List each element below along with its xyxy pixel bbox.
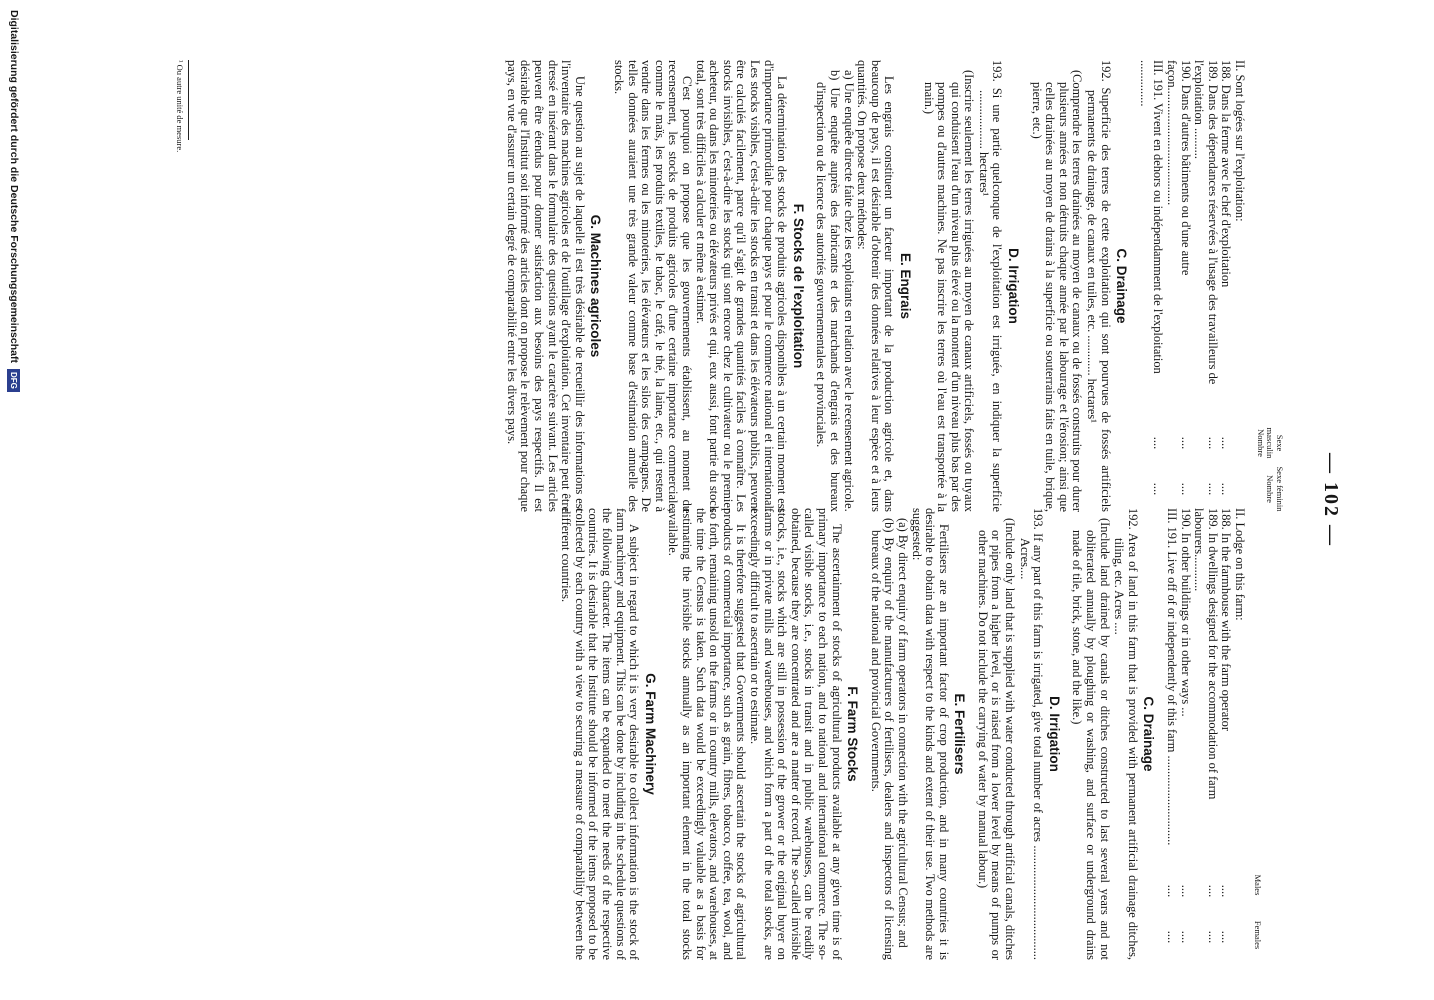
paragraph: It is therefore suggested that Governments should ascertain the stocks of agricultural products of commercial importance, such as grain, fibres, tobacco, coffee, tea, wool, and so forth, remaining unsold on the farms or in country mills, elevators, and warehouses, at the time the Census is taken. Such data would be exceedingly valuable as a basis for estimating the invisible stocks annually as an important element in the total stocks available. — [666, 508, 749, 960]
digitization-credit — [3, 0, 25, 1000]
table-row: III. 191. Vivent en dehors ou indépendamment de l'exploitation ............... .... .... — [1137, 60, 1166, 496]
footnote: ¹ Ou autre unité de mesure. — [175, 60, 189, 140]
english-table-header — [1246, 508, 1284, 960]
table-row: 189. In dwellings designed for the accommodation of farm labourers............ .... .... — [1192, 508, 1220, 944]
section-title-machinery: G. Machines agricoles — [588, 214, 604, 358]
question-193: 193. Si une partie quelconque de l'exploitation est irriguée, en indiquer la superficie ................... hectares¹ — [976, 60, 1005, 512]
table-row: 188. In the farmhouse with the farm operator .... .... — [1219, 508, 1234, 944]
paragraph: Les engrais constituent un facteur important de la production agricole et, dans beaucoup de pays, il est désirable d'obtenir des données relatives à leur espèce et à leurs quantités. On propose deux méthodes: — [855, 60, 897, 512]
table-row: 188. Dans la ferme avec le chef d'exploitation .... .... — [1219, 60, 1234, 496]
paragraph: La détermination des stocks de produits agricoles disponibles à un certain moment est d'importance primordiale pour chaque pays et pour le commerce national et international. Les stocks visibles, c'est-à-dire les stocks en transit et dans les élévateurs publics, peuvent être calculés facilement, parce qu'il s'agit de grandes quantités faciles à connaître. Les stocks invisibles, c'est-à-dire les stocks qui sont encore chez le cultivateur ou le premier acheteur, ou dans les minoteries ou élévateurs privés et qui, eux aussi, font partie du stock total, sont très difficiles à calculer et même à estimer. — [693, 60, 790, 512]
credit-text: Digitalisierung gefördert durch die Deutsche Forschungsgemeinschaft — [8, 10, 20, 363]
french-column — [504, 60, 1284, 512]
dfg-logo: DFG — [8, 369, 21, 392]
section-title-fertilisers: E. Engrais — [897, 252, 913, 320]
page-number: — 102 — — [1320, 453, 1342, 547]
table-row: II. Sont logées sur l'exploitation: — [1233, 60, 1247, 222]
paragraph: Fertilisers are an important factor of crop production, and in many countries it is desirable to obtain data with respect to the kinds and extent of their use. Two methods are suggested: — [909, 508, 951, 960]
section-title-stocks: F. Stocks de l'exploitation — [790, 203, 806, 369]
english-rows — [1164, 508, 1246, 960]
header-female: Sexe féminin Nombre — [1265, 466, 1285, 512]
section-title-drainage: C. Drainage — [1141, 696, 1157, 772]
paragraph: The ascertainment of stocks of agricultural products available at any given time is of primary importance to each nation, and to national and international commerce. The so-called visible stocks, i.e., stocks in transit and in public warehouses, can be readily obtained, because they are concentrated and are a matter of record. The so-called invisible stocks, i.e., stocks which are still in possession of the grower or the original buyer on farms or in private mills and warehouses, and which form a part of the total stocks, are exceedingly difficult to ascertain or to estimate. — [748, 508, 844, 960]
paragraph: A subject in regard to which it is very desirable to collect information is the stock of farm machinery and equipment. This can be done by including in the schedule questions of the following character. The items can be expanded to meet the needs of the respective countries. It is desirable that the Institute should be informed of the items proposed to be collected by each country with a view to securing a measure of comparability between the different countries. — [559, 508, 642, 960]
question-192: 192. Area of land in this farm that is provided with permanent artificial drainage ditches, tiling, etc. Acres .... — [1112, 508, 1140, 960]
header-females: Females — [1253, 920, 1263, 950]
section-title-irrigation: D. Irrigation — [1006, 248, 1022, 324]
paragraph: C'est pourquoi on propose que les gouvernements établissent, au moment du recensement, les stocks de produits agricoles d'une certaine importance commerciale, comme le maïs, les produits textiles, le tabac, le café, le thé, la laine, etc., qui restent à vendre dans les fermes ou les minoteries, les élévateurs et les silos des campagnes. De telles données auraient une très grande valeur comme base d'estimation annuelle des stocks. — [612, 60, 695, 512]
english-column — [559, 508, 1284, 960]
note-193: (Inscrire seulement les terres irriguées au moyen de canaux artificiels, fossés ou tuyaux qui conduisent l'eau d'un niveau plus élevé ou la montent d'un niveau plus bas par des pompes ou d'autres machines. Ne pas inscrire les terres où l'eau est transportée à la main.) — [921, 70, 977, 512]
section-title-stocks: F. Farm Stocks — [845, 686, 861, 782]
table-row: 190. In other buildings or in other ways ... .... .... — [1178, 508, 1193, 944]
header-male: Sexe masculin Nombre — [1256, 427, 1285, 459]
question-193: 193. If any part of this farm is irrigated, give total number of acres ..................................... Acres.... — [1017, 508, 1046, 960]
method-b: (b) By enquiry of the manufacturers of fertilisers, dealers and inspectors of licensing bureaux of the national and provincial Governments. — [868, 518, 897, 960]
section-title-irrigation: D. Irrigation — [1046, 696, 1062, 772]
table-row: II. Lodge on this farm: — [1233, 508, 1247, 621]
paragraph: Une question au sujet de laquelle il est très désirable de recueillir des informations est l'inventaire des machines agricoles et de l'outillage d'exploitation. Cet inventaire peut être dressé en insérant dans le formulaire des questions ayant le caractère suivant. Les articles peuvent être étendus pour donner satisfaction aux besoins des pays respectifs. Il est désirable que l'Institut soit informé des articles dont on propose le relèvement pour chaque pays, en vue d'assurer un certain degré de comparabilité entre les divers pays. — [504, 60, 587, 512]
table-row: III. 191. Live off of or independently of this farm ............................. .... .... — [1165, 508, 1180, 944]
method-a: a) Une enquête directe faite chez les exploitants en relation avec le recensement agricole. — [841, 70, 856, 512]
note-193: (Include only land that is supplied with water conducted through artificial canals, ditches or pipes from a higher level, or is raised from a lower level by means of pumps or other machines. Do not include the carrying of water by manual labour.) — [975, 518, 1018, 960]
section-title-fertilisers: E. Fertilisers — [952, 693, 968, 775]
method-b: b) Une enquête auprès des fabricants et des marchands d'engrais et des bureaux d'inspection ou de licence des autorités gouvernementales et provinciales. — [814, 70, 842, 512]
note-192: (Comprendre les terres drainées au moyen de canaux ou de fossés construits pour durer plusieurs années et non détruits chaque année par le labourage et l'érosion; ainsi que celles drainées au moyen de drains à la superficie ou souterrains faits en tuile, brique, pierre, etc.) — [1029, 70, 1085, 512]
method-a: (a) By direct enquiry of farm operators in connection with the agricultural Census; and — [895, 518, 910, 948]
french-table-header — [1246, 60, 1284, 512]
table-row: 189. Dans des dépendances réservées à l'usage des travailleurs de l'exploitation .......... .... .... — [1192, 60, 1220, 496]
question-192: 192. Superficie des terres de cette exploitation qui sont pourvues de fossés artificiels permanents de drainage, de canaux en tuiles, etc. ............. hectares¹ — [1085, 60, 1113, 512]
note-192: (Include land drained by canals or ditches constructed to last several years and not obliterated annually by ploughing or washing, and surface or underground drains made of tile, brick, stone, and the like.) — [1070, 518, 1112, 960]
french-rows — [1137, 60, 1246, 512]
table-row: 190. Dans d'autres bâtiments ou d'une autre façon...................................... .... .... — [1165, 60, 1193, 496]
section-title-drainage: C. Drainage — [1114, 248, 1130, 324]
section-title-machinery: G. Farm Machinery — [642, 673, 658, 795]
header-males: Males — [1253, 874, 1263, 896]
